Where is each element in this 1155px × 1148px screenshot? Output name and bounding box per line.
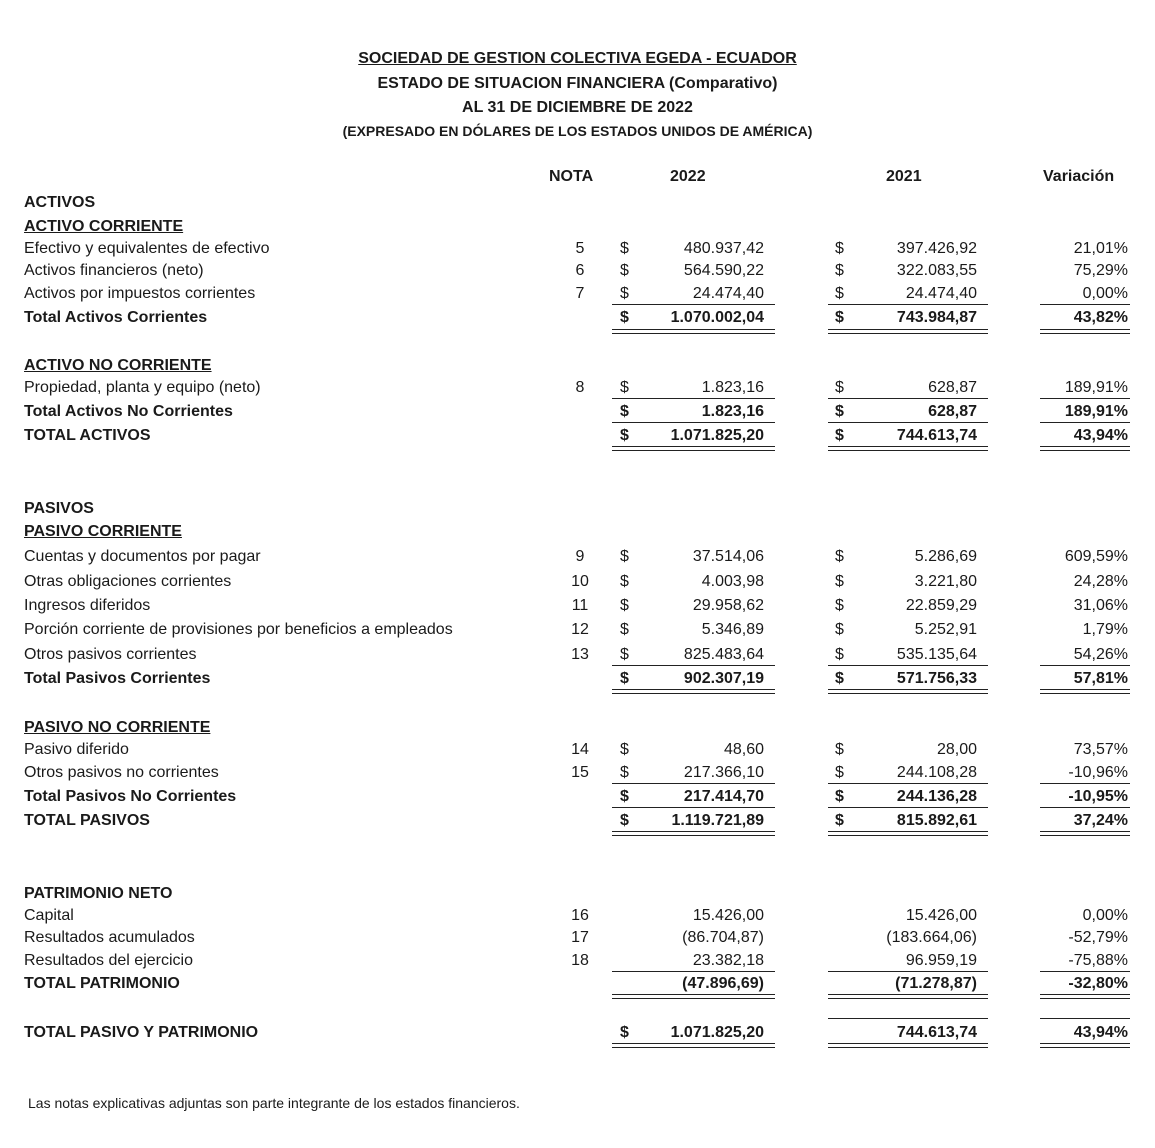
table-row: Capital 16 15.426,00 15.426,00 0,00%: [24, 907, 1128, 924]
total-row: TOTAL PASIVOS $ 1.119.721,89 $ 815.892,61 37,24%: [24, 812, 1128, 829]
double-underline: [612, 831, 775, 836]
table-row: Otros pasivos no corrientes 15 $ 217.366,10 $ 244.108,28 -10,96%: [24, 764, 1128, 781]
col-header-2021: 2021: [886, 168, 922, 185]
double-underline: [1040, 689, 1130, 694]
table-row: Resultados del ejercicio 18 23.382,18 96.959,19 -75,88%: [24, 952, 1128, 969]
currency-note: (EXPRESADO EN DÓLARES DE LOS ESTADOS UNIDOS DE AMÉRICA): [342, 123, 813, 139]
double-underline: [612, 1043, 775, 1048]
table-row: Otros pasivos corrientes 13 $ 825.483,64 $ 535.135,64 54,26%: [24, 646, 1128, 663]
double-underline: [612, 689, 775, 694]
table-row: Ingresos diferidos 11 $ 29.958,62 $ 22.859,29 31,06%: [24, 597, 1128, 614]
total-row: TOTAL PATRIMONIO (47.896,69) (71.278,87) -32,80%: [24, 975, 1128, 992]
section-pasivos: PASIVOS: [24, 500, 94, 517]
section-activo-no-corriente: ACTIVO NO CORRIENTE: [24, 357, 212, 374]
double-underline: [828, 689, 988, 694]
section-activos: ACTIVOS: [24, 194, 96, 211]
underline: [828, 971, 988, 972]
table-row: Cuentas y documentos por pagar 9 $ 37.514,06 $ 5.286,69 609,59%: [24, 548, 1128, 565]
underline: [612, 398, 775, 399]
table-row: Porción corriente de provisiones por beneficios a empleados 12 $ 5.346,89 $ 5.252,91 1,79%: [24, 621, 1128, 638]
statement-title: ESTADO DE SITUACION FINANCIERA (Comparativo): [377, 75, 778, 92]
table-row: Pasivo diferido 14 $ 48,60 $ 28,00 73,57%: [24, 741, 1128, 758]
table-row: Efectivo y equivalentes de efectivo 5 $ 480.937,42 $ 397.426,92 21,01%: [24, 240, 1128, 257]
underline: [1040, 1018, 1130, 1019]
section-activo-corriente: ACTIVO CORRIENTE: [24, 218, 184, 235]
underline: [828, 807, 988, 808]
section-pasivo-no-corriente: PASIVO NO CORRIENTE: [24, 719, 211, 736]
double-underline: [612, 994, 775, 999]
table-row: Otras obligaciones corrientes 10 $ 4.003,98 $ 3.221,80 24,28%: [24, 573, 1128, 590]
underline: [612, 665, 775, 666]
section-patrimonio: PATRIMONIO NETO: [24, 885, 173, 902]
section-pasivo-corriente: PASIVO CORRIENTE: [24, 523, 182, 540]
underline: [828, 398, 988, 399]
underline: [1040, 971, 1130, 972]
underline: [612, 304, 775, 305]
underline: [1040, 665, 1130, 666]
total-row: Total Activos No Corrientes $ 1.823,16 $ 628,87 189,91%: [24, 403, 1128, 420]
table-row: Resultados acumulados 17 (86.704,87) (183.664,06) -52,79%: [24, 929, 1128, 946]
table-row: Activos por impuestos corrientes 7 $ 24.474,40 $ 24.474,40 0,00%: [24, 285, 1128, 302]
col-header-2022: 2022: [670, 168, 706, 185]
underline: [612, 807, 775, 808]
underline: [1040, 807, 1130, 808]
double-underline: [612, 446, 775, 451]
underline: [828, 422, 988, 423]
double-underline: [828, 446, 988, 451]
double-underline: [1040, 1043, 1130, 1048]
total-row: Total Pasivos No Corrientes $ 217.414,70 $ 244.136,28 -10,95%: [24, 788, 1128, 805]
col-header-variacion: Variación: [1043, 168, 1115, 185]
underline: [612, 971, 775, 972]
underline: [1040, 783, 1130, 784]
underline: [828, 1018, 988, 1019]
total-row: Total Pasivos Corrientes $ 902.307,19 $ 571.756,33 57,81%: [24, 670, 1128, 687]
underline: [1040, 304, 1130, 305]
underline: [828, 665, 988, 666]
footnote: Las notas explicativas adjuntas son parte integrante de los estados financieros.: [28, 1095, 520, 1111]
double-underline: [1040, 994, 1130, 999]
statement-date: AL 31 DE DICIEMBRE DE 2022: [462, 99, 693, 116]
double-underline: [828, 831, 988, 836]
total-row: Total Activos Corrientes $ 1.070.002,04 $ 743.984,87 43,82%: [24, 309, 1128, 326]
underline: [612, 783, 775, 784]
underline: [828, 304, 988, 305]
total-row: TOTAL ACTIVOS $ 1.071.825,20 $ 744.613,74 43,94%: [24, 427, 1128, 444]
double-underline: [828, 329, 988, 334]
table-row: Activos financieros (neto) 6 $ 564.590,22 $ 322.083,55 75,29%: [24, 262, 1128, 279]
underline: [828, 783, 988, 784]
double-underline: [1040, 446, 1130, 451]
double-underline: [612, 329, 775, 334]
table-row: Propiedad, planta y equipo (neto) 8 $ 1.823,16 $ 628,87 189,91%: [24, 379, 1128, 396]
underline: [1040, 422, 1130, 423]
underline: [1040, 398, 1130, 399]
company-title: SOCIEDAD DE GESTION COLECTIVA EGEDA - ECUADOR: [358, 50, 797, 67]
double-underline: [1040, 329, 1130, 334]
grand-total-row: TOTAL PASIVO Y PATRIMONIO $ 1.071.825,20 744.613,74 43,94%: [24, 1024, 1128, 1041]
double-underline: [828, 994, 988, 999]
double-underline: [1040, 831, 1130, 836]
double-underline: [828, 1043, 988, 1048]
underline: [612, 422, 775, 423]
col-header-nota: NOTA: [549, 168, 594, 185]
